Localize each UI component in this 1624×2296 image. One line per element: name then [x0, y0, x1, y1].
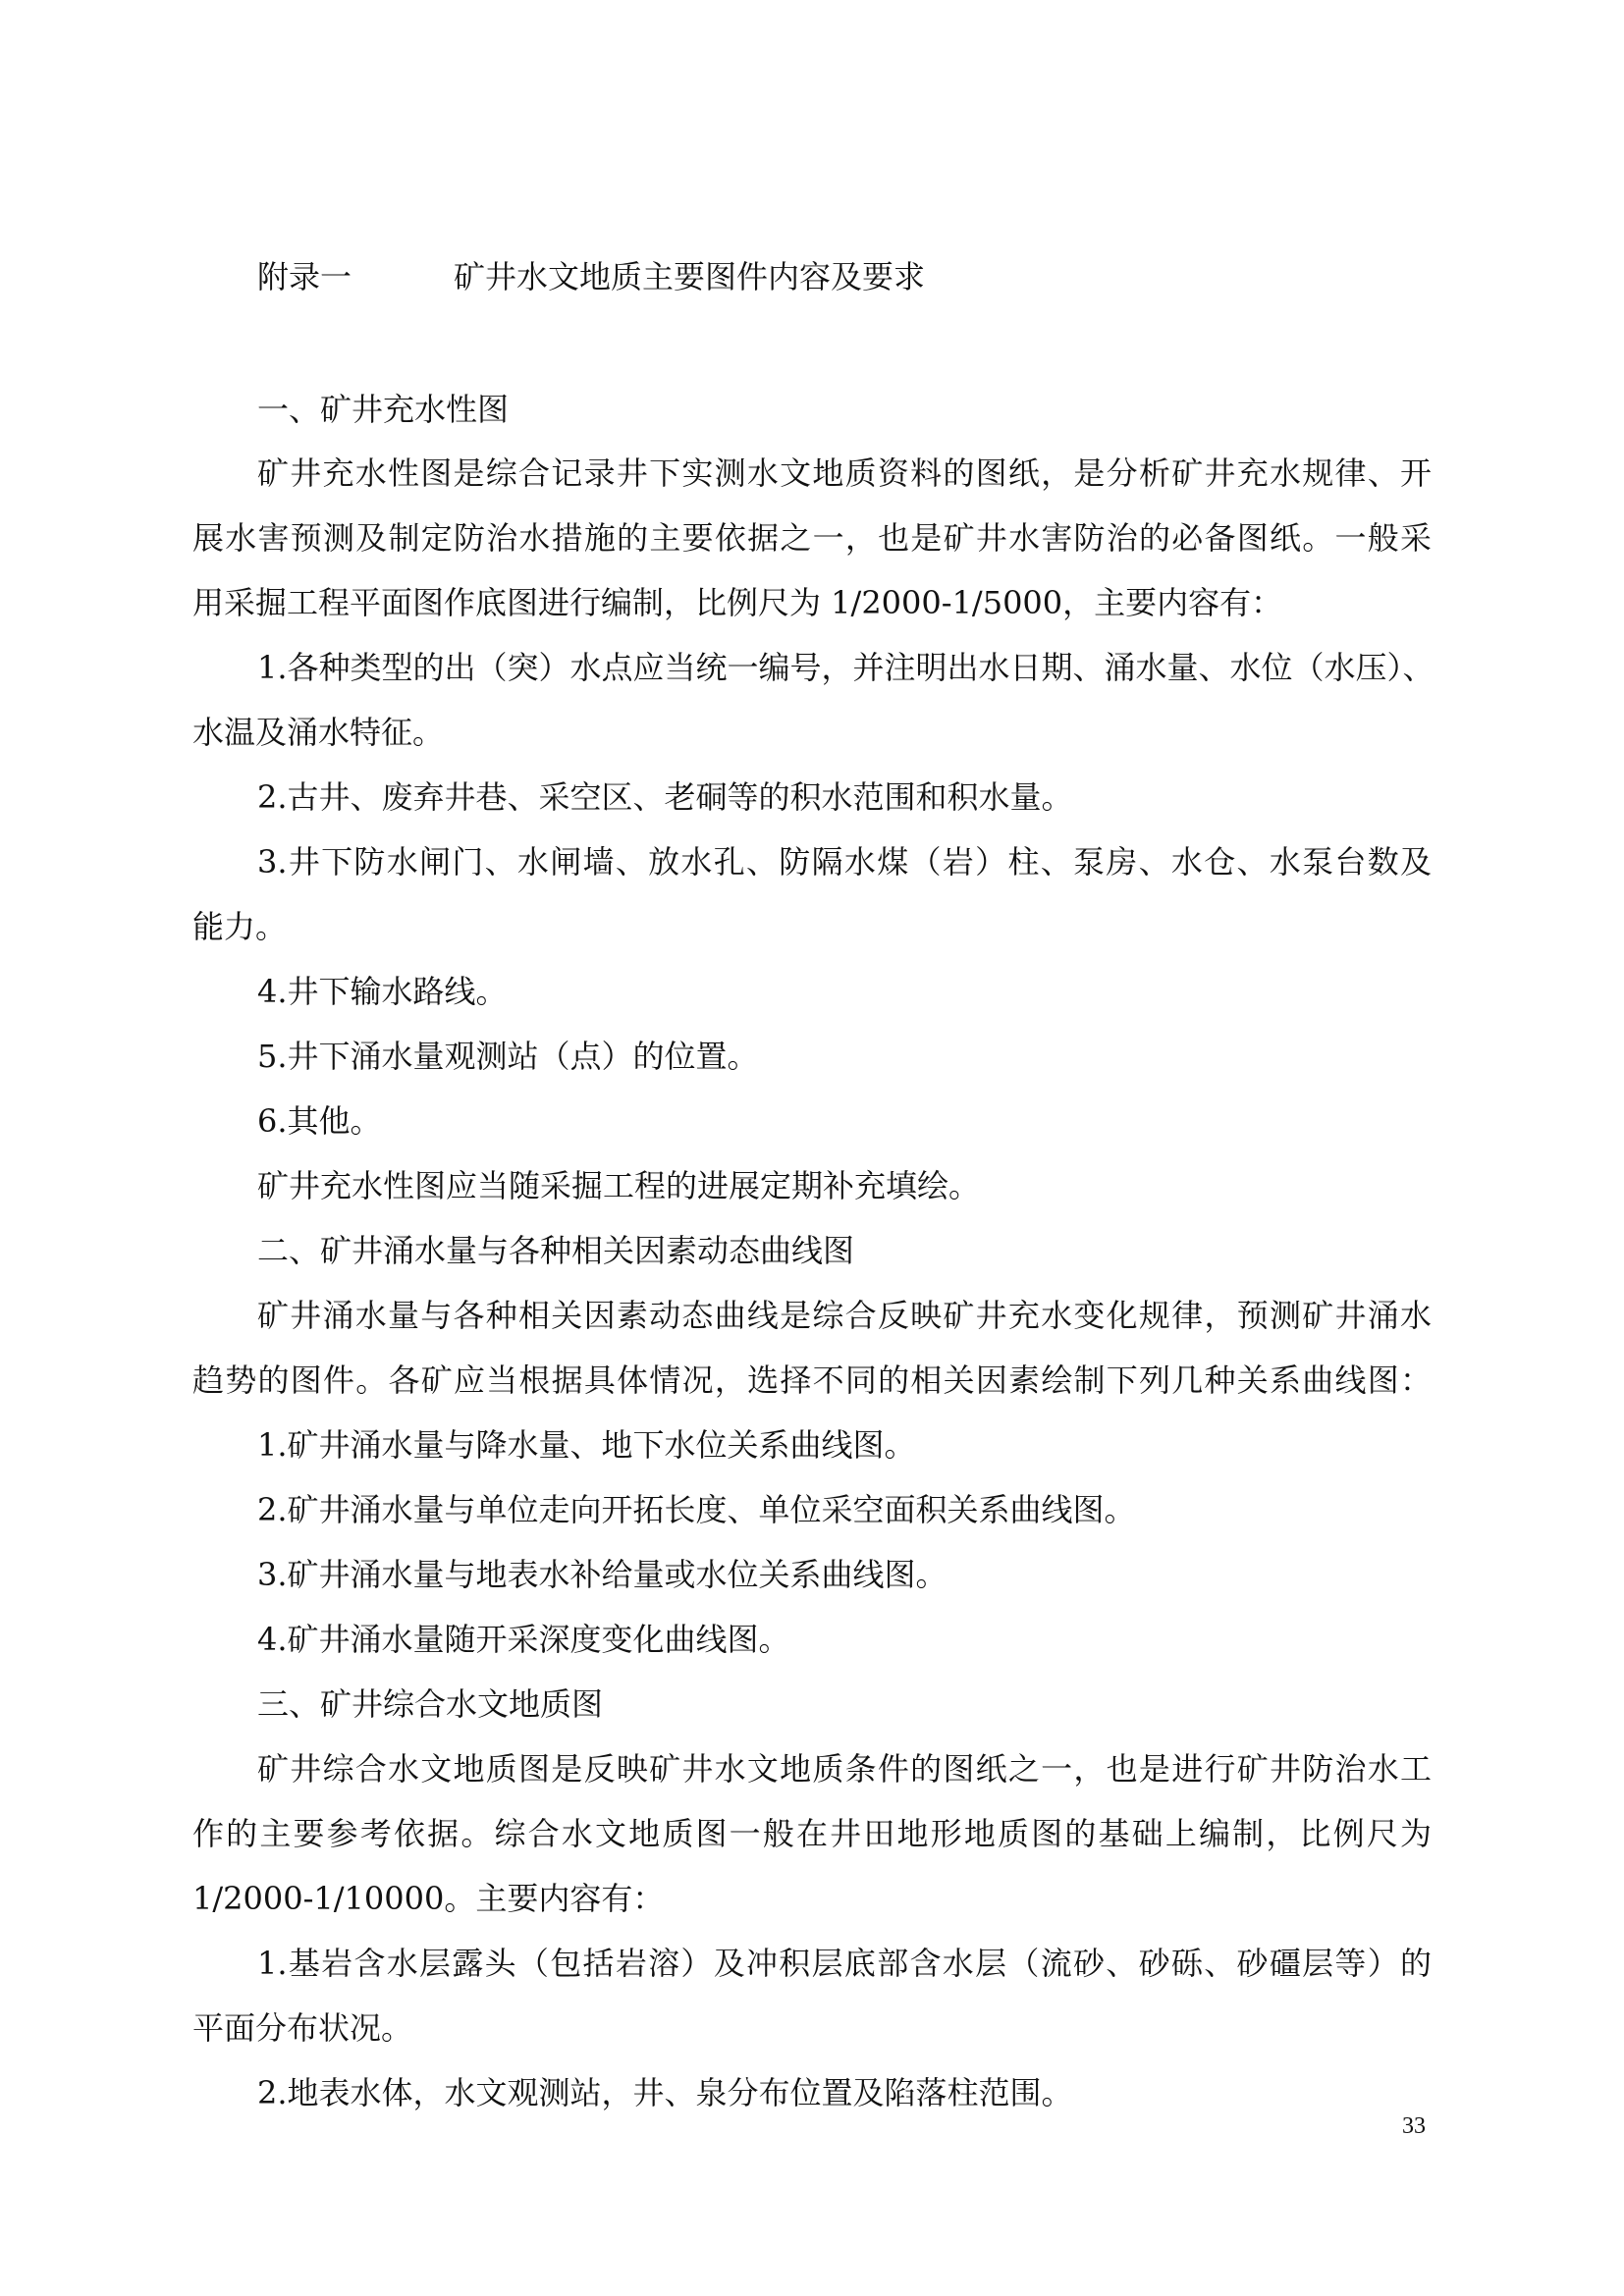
list-item-line: 平面分布状况。: [192, 2009, 413, 2047]
paragraph-line: 趋势的图件。各矿应当根据具体情况，选择不同的相关因素绘制下列几种关系曲线图：: [192, 1362, 1432, 1399]
list-item-line: 水温及涌水特征。: [192, 714, 445, 751]
list-item-line: 1.各种类型的出（突）水点应当统一编号，并注明出水日期、涌水量、水位（水压）、: [257, 649, 1435, 686]
section-heading-1: 一、矿井充水性图: [257, 391, 510, 428]
paragraph-line: 展水害预测及制定防治水措施的主要依据之一，也是矿井水害防治的必备图纸。一般采: [192, 519, 1432, 557]
paragraph-line: 用采掘工程平面图作底图进行编制，比例尺为 1/2000-1/5000，主要内容有：: [192, 584, 1283, 621]
paragraph-line: 矿井充水性图应当随采掘工程的进展定期补充填绘。: [257, 1167, 981, 1204]
list-item-line: 2.地表水体，水文观测站，井、泉分布位置及陷落柱范围。: [257, 2074, 1073, 2111]
paragraph-line: 1/2000-1/10000。主要内容有：: [192, 1880, 665, 1917]
list-item-line: 2.古井、废弃井巷、采空区、老硐等的积水范围和积水量。: [257, 778, 1073, 816]
page-number: 33: [1402, 2113, 1426, 2139]
paragraph-line: 矿井充水性图是综合记录井下实测水文地质资料的图纸，是分析矿井充水规律、开: [257, 454, 1432, 492]
paragraph-line: 矿井综合水文地质图是反映矿井水文地质条件的图纸之一，也是进行矿井防治水工: [257, 1750, 1432, 1788]
list-item-line: 3.井下防水闸门、水闸墙、放水孔、防隔水煤（岩）柱、泵房、水仓、水泵台数及: [257, 843, 1432, 881]
list-item-line: 4.井下输水路线。: [257, 973, 508, 1010]
paragraph-line: 作的主要参考依据。综合水文地质图一般在井田地形地质图的基础上编制，比例尺为: [192, 1815, 1432, 1852]
appendix-heading: 矿井水文地质主要图件内容及要求: [454, 258, 926, 295]
list-item-line: 1.矿井涌水量与降水量、地下水位关系曲线图。: [257, 1426, 916, 1464]
list-item-line: 能力。: [192, 908, 288, 945]
list-item-line: 4.矿井涌水量随开采深度变化曲线图。: [257, 1621, 790, 1658]
list-item-line: 5.井下涌水量观测站（点）的位置。: [257, 1038, 759, 1075]
list-item-line: 3.矿井涌水量与地表水补给量或水位关系曲线图。: [257, 1556, 947, 1593]
section-heading-2: 二、矿井涌水量与各种相关因素动态曲线图: [257, 1232, 855, 1269]
appendix-label: 附录一: [257, 258, 352, 295]
list-item-line: 2.矿井涌水量与单位走向开拓长度、单位采空面积关系曲线图。: [257, 1491, 1136, 1528]
list-item-line: 1.基岩含水层露头（包括岩溶）及冲积层底部含水层（流砂、砂砾、砂礓层等）的: [257, 1945, 1432, 1982]
list-item-line: 6.其他。: [257, 1102, 382, 1140]
appendix-title: [257, 253, 925, 300]
section-heading-3: 三、矿井综合水文地质图: [257, 1685, 604, 1723]
paragraph-line: 矿井涌水量与各种相关因素动态曲线是综合反映矿井充水变化规律，预测矿井涌水: [257, 1297, 1432, 1334]
